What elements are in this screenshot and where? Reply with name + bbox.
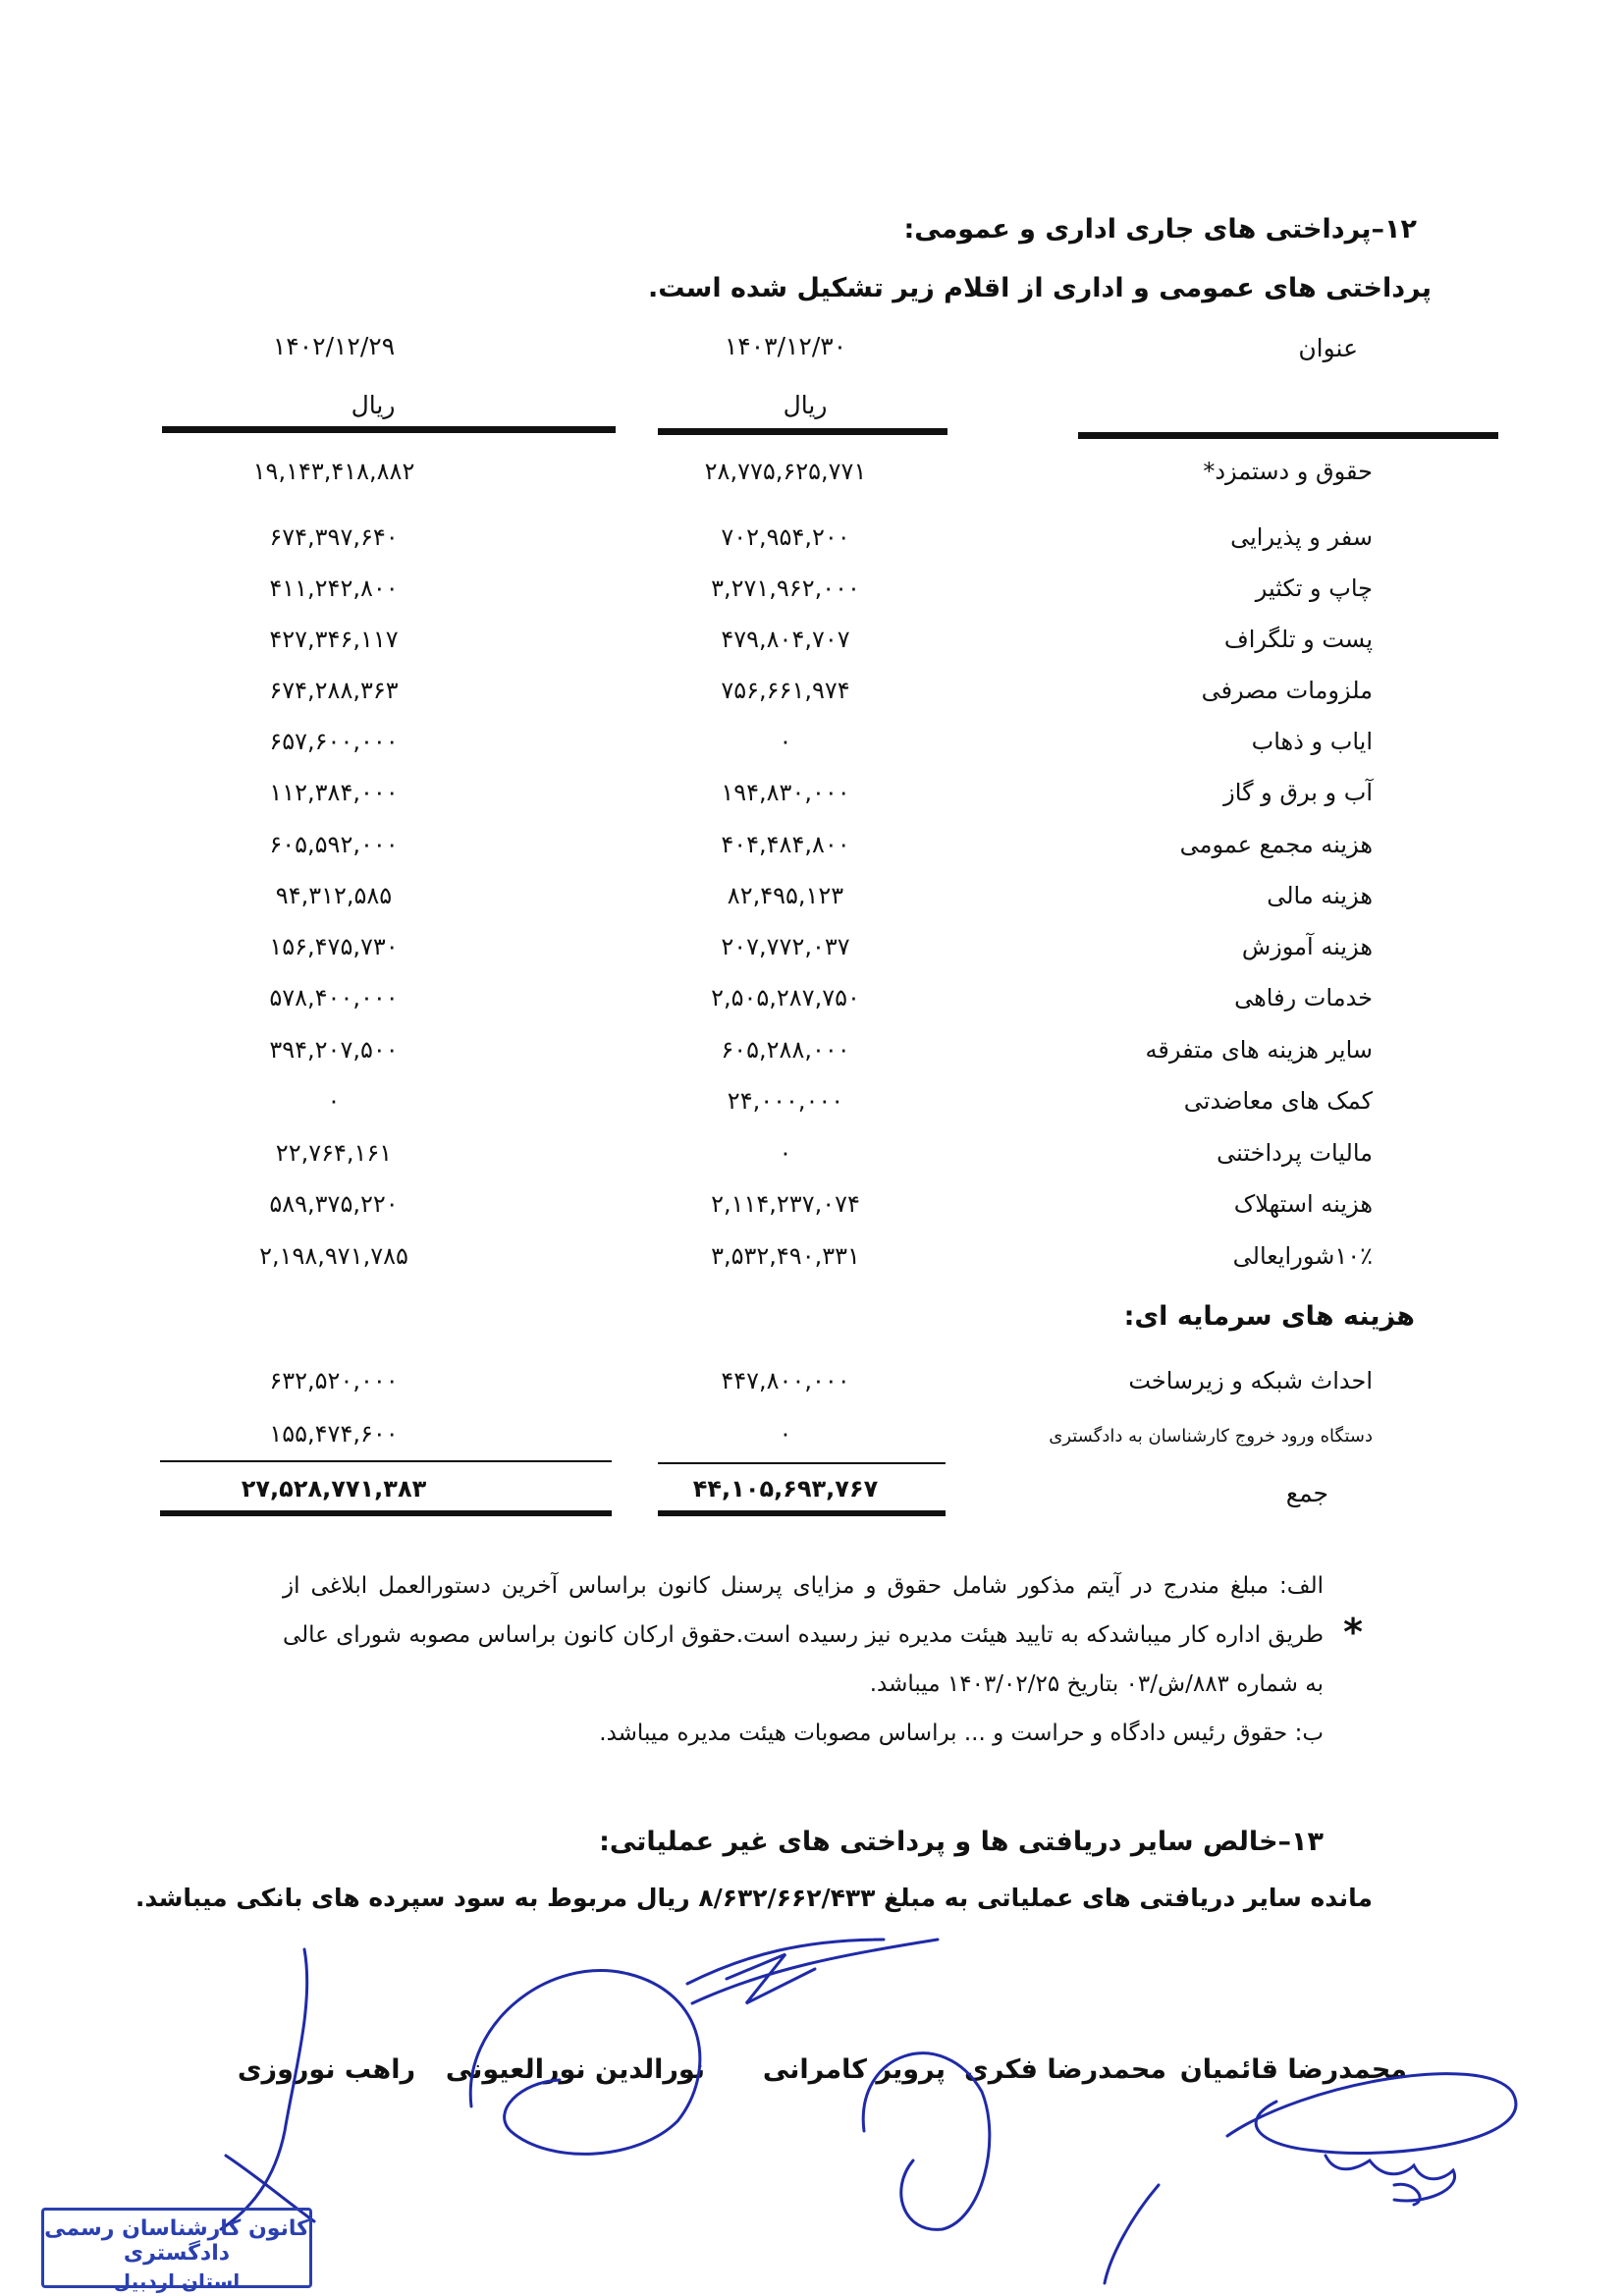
section-13-text: مانده سایر دریافتی های عملیاتی به مبلغ ۸/۶۳۲/۶۶۲/۴۳۳ ریال مربوط به سود سپرده های بانکی میباشد. — [135, 1884, 1373, 1912]
row-value-1402: ۴۲۷,۳۴۶,۱۱۷ — [269, 626, 399, 653]
row-label: کمک های معاضدتی — [1183, 1087, 1373, 1115]
row-label: ایاب و ذهاب — [1251, 728, 1373, 755]
row-value-1402: ۶۰۵,۵۹۲,۰۰۰ — [269, 831, 399, 858]
header-date-1403: ۱۴۰۳/۱۲/۳۰ — [724, 332, 847, 360]
capital-expenses-title: هزینه های سرمایه ای: — [1123, 1301, 1415, 1332]
header-title: عنوان — [1298, 334, 1358, 362]
row-value-1402: ۶۵۷,۶۰۰,۰۰۰ — [269, 728, 399, 755]
total-row — [0, 1469, 1623, 1512]
signatory-name: محمدرضا قائمیان — [1179, 2054, 1407, 2085]
row-value-1403: ۰ — [779, 1420, 792, 1448]
table-row — [0, 927, 1623, 970]
signatory-name: محمدرضا فکری — [964, 2054, 1166, 2085]
total-top-rule-1403 — [658, 1462, 946, 1464]
total-bottom-rule-1403 — [658, 1510, 946, 1516]
row-value-1403: ۴۴۷,۸۰۰,۰۰۰ — [721, 1367, 850, 1394]
row-value-1403: ۲,۱۱۴,۲۳۷,۰۷۴ — [711, 1190, 860, 1218]
signatory-name: پرویز کامرانی — [762, 2054, 946, 2085]
row-value-1403: ۳,۵۳۲,۴۹۰,۳۳۱ — [711, 1242, 860, 1270]
row-value-1402: ۶۷۴,۲۸۸,۳۶۳ — [269, 677, 399, 704]
row-label: ۱۰٪شورایعالی — [1232, 1242, 1373, 1270]
currency-1402: ریال — [351, 391, 396, 419]
header-rule-1402 — [162, 426, 616, 433]
row-label: سفر و پذیرایی — [1230, 523, 1373, 551]
row-value-1403: ۰ — [779, 728, 792, 755]
row-label: هزینه مجمع عمومی — [1179, 831, 1373, 858]
table-row — [0, 569, 1623, 612]
row-value-1402: ۲۲,۷۶۴,۱۶۱ — [275, 1139, 393, 1167]
row-value-1402: ۱۱۲,۳۸۴,۰۰۰ — [269, 779, 399, 806]
header-rule-title — [1078, 432, 1498, 439]
stamp-line-1: کانون کارشناسان رسمی دادگستری — [44, 2216, 309, 2266]
row-value-1403: ۸۲,۴۹۵,۱۲۳ — [727, 882, 844, 909]
table-row — [0, 620, 1623, 663]
total-bottom-rule-1402 — [160, 1510, 612, 1516]
table-row — [0, 671, 1623, 714]
row-value-1402: ۴۱۱,۲۴۲,۸۰۰ — [269, 574, 399, 602]
signatory-name: راهب نوروزی — [237, 2054, 415, 2085]
official-stamp — [41, 2208, 312, 2293]
row-label: پست و تلگراف — [1223, 626, 1373, 653]
row-value-1403: ۲۴,۰۰۰,۰۰۰ — [727, 1087, 844, 1115]
table-row — [0, 1361, 1623, 1404]
row-value-1402: ۱۹,۱۴۳,۴۱۸,۸۸۲ — [252, 458, 415, 485]
row-value-1403: ۰ — [779, 1139, 792, 1167]
header-date-1402: ۱۴۰۲/۱۲/۲۹ — [272, 332, 396, 360]
row-label: هزینه آموزش — [1241, 933, 1373, 960]
table-row — [0, 876, 1623, 919]
row-label: سایر هزینه های متفرقه — [1145, 1036, 1373, 1064]
table-row — [0, 452, 1623, 495]
row-value-1403: ۲۸,۷۷۵,۶۲۵,۷۷۱ — [704, 458, 867, 485]
table-row — [0, 1030, 1623, 1073]
row-label: ملزومات مصرفی — [1201, 677, 1373, 704]
stamp-line-2: استان اردبیل — [113, 2269, 241, 2293]
total-top-rule-1402 — [160, 1460, 612, 1462]
total-value-1402: ۲۷,۵۲۸,۷۷۱,۳۸۳ — [241, 1475, 427, 1503]
table-row — [0, 1133, 1623, 1176]
row-label: خدمات رفاهی — [1234, 984, 1373, 1011]
note-star: * — [1343, 1611, 1363, 1654]
row-value-1403: ۲۰۷,۷۷۲,۰۳۷ — [721, 933, 850, 960]
section-12-subtitle: پرداختی های عمومی و اداری از اقلام زیر تشکیل شده است. — [647, 273, 1432, 303]
row-value-1403: ۷۵۶,۶۶۱,۹۷۴ — [721, 677, 850, 704]
row-value-1402: ۱۵۶,۴۷۵,۷۳۰ — [269, 933, 399, 960]
row-label: دستگاه ورود خروج کارشناسان به دادگستری — [1049, 1426, 1373, 1447]
row-label: حقوق و دستمزد* — [1203, 458, 1373, 485]
row-value-1402: ۰ — [327, 1087, 341, 1115]
table-row — [0, 1081, 1623, 1124]
currency-1403: ریال — [783, 391, 828, 419]
row-value-1403: ۳,۲۷۱,۹۶۲,۰۰۰ — [711, 574, 860, 602]
total-value-1403: ۴۴,۱۰۵,۶۹۳,۷۶۷ — [692, 1475, 879, 1503]
row-value-1402: ۳۹۴,۲۰۷,۵۰۰ — [269, 1036, 399, 1064]
row-value-1402: ۲,۱۹۸,۹۷۱,۷۸۵ — [259, 1242, 408, 1270]
row-value-1403: ۷۰۲,۹۵۴,۲۰۰ — [721, 523, 850, 551]
table-row — [0, 1184, 1623, 1228]
total-label: جمع — [1285, 1479, 1328, 1507]
table-row — [0, 722, 1623, 765]
table-row — [0, 978, 1623, 1021]
section-12-title: ۱۲–پرداختی های جاری اداری و عمومی: — [903, 214, 1417, 245]
row-label: احداث شبکه و زیرساخت — [1128, 1367, 1373, 1394]
row-value-1402: ۹۴,۳۱۲,۵۸۵ — [275, 882, 393, 909]
row-value-1402: ۵۸۹,۳۷۵,۲۲۰ — [269, 1190, 399, 1218]
row-value-1402: ۶۳۲,۵۲۰,۰۰۰ — [269, 1367, 399, 1394]
signatory-name: نورالدین نورالعیونی — [445, 2054, 705, 2085]
row-label: مالیات پرداختنی — [1217, 1139, 1373, 1167]
note-b: ب: حقوق رئیس دادگاه و حراست و ... براساس مصوبات هیئت مدیره میباشد. — [599, 1721, 1324, 1746]
row-value-1403: ۶۰۵,۲۸۸,۰۰۰ — [721, 1036, 850, 1064]
table-row — [0, 1414, 1623, 1457]
row-value-1402: ۱۵۵,۴۷۴,۶۰۰ — [269, 1420, 399, 1448]
table-row — [0, 773, 1623, 816]
row-label: چاپ و تکثیر — [1255, 574, 1373, 602]
row-value-1402: ۶۷۴,۳۹۷,۶۴۰ — [269, 523, 399, 551]
row-value-1403: ۱۹۴,۸۳۰,۰۰۰ — [721, 779, 850, 806]
note-a: الف: مبلغ مندرج در آیتم مذکور شامل حقوق و مزایای پرسنل کانون براساس آخرین دستورالعمل ابلاغی از طریق اداره کار میباشدکه به تایید هیئت مدیره نیز رسیده است.حقوق ارکان کانون براساس مصوبه شورای عالی به شماره ۸۸۳/ش/۰۳ بتاریخ ۱۴۰۳/۰۲/۲۵ میباشد. — [283, 1573, 1324, 1697]
row-value-1402: ۵۷۸,۴۰۰,۰۰۰ — [269, 984, 399, 1011]
row-label: هزینه مالی — [1267, 882, 1373, 909]
header-rule-1403 — [658, 428, 947, 435]
table-row — [0, 825, 1623, 868]
row-label: هزینه استهلاک — [1233, 1190, 1373, 1218]
table-row — [0, 1236, 1623, 1280]
row-value-1403: ۴۷۹,۸۰۴,۷۰۷ — [721, 626, 850, 653]
row-label: آب و برق و گاز — [1223, 779, 1373, 806]
signatories — [0, 2054, 1623, 2104]
table-row — [0, 518, 1623, 561]
row-value-1403: ۴۰۴,۴۸۴,۸۰۰ — [721, 831, 850, 858]
row-value-1403: ۲,۵۰۵,۲۸۷,۷۵۰ — [711, 984, 860, 1011]
section-13-title: ۱۳–خالص سایر دریافتی ها و پرداختی های غیر عملیاتی: — [599, 1827, 1324, 1857]
